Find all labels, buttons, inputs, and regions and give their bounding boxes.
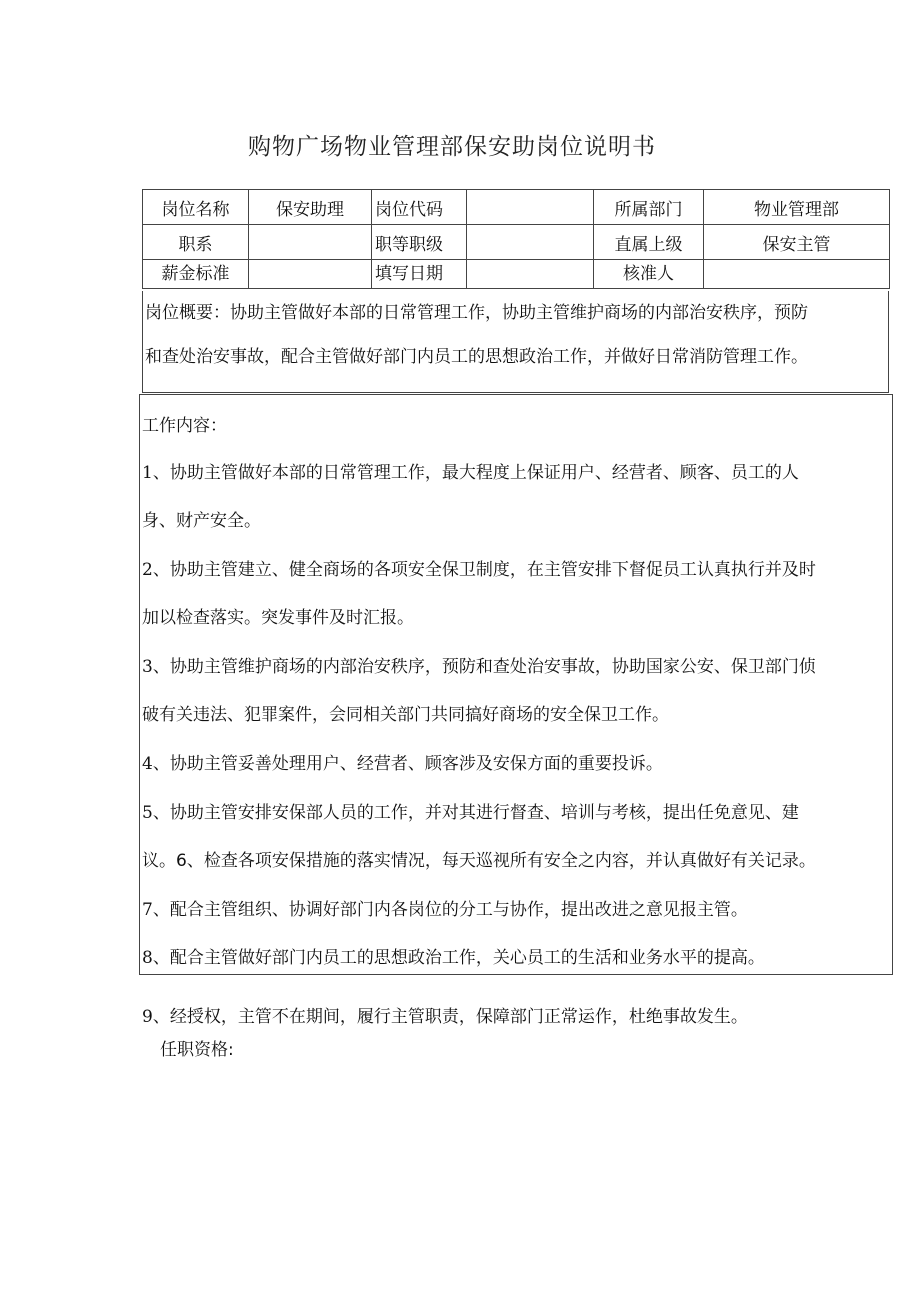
direct-supervisor-value: 保安主管 (704, 225, 890, 260)
list-item (142, 1006, 748, 1028)
item-number: 8 (142, 948, 153, 968)
item-number: 9 (142, 1007, 153, 1027)
list-item (142, 802, 799, 824)
position-name-value: 保安助理 (249, 190, 372, 225)
item-text: 、配合主管组织、协调好部门内各岗位的分工与协作，提出改进之意见报主管。 (152, 900, 748, 920)
position-code-value (467, 190, 594, 225)
item-text: 、协助主管安排安保部人员的工作，并对其进行督查、培训与考核，提出任免意见、建 (152, 803, 799, 823)
fill-date-value (467, 260, 594, 289)
item-number: 7 (142, 900, 153, 920)
item-continuation: 议。6、检查各项安保措施的落实情况，每天巡视所有安全之内容，并认真做好有关记录。 (142, 851, 816, 871)
work-content-box (139, 394, 893, 975)
item-text: 、经授权，主管不在期间，履行主管职责，保障部门正常运作，杜绝事故发生。 (152, 1007, 748, 1027)
approver-label: 核准人 (594, 260, 704, 289)
item-text: 、协助主管做好本部的日常管理工作，最大程度上保证用户、经营者、顾客、员工的人 (152, 463, 799, 483)
position-code-label: 岗位代码 (372, 190, 467, 225)
list-item (142, 656, 816, 678)
summary-line: 岗位概要：协助主管做好本部的日常管理工作，协助主管维护商场的内部治安秩序，预防 (145, 303, 808, 323)
item-number: 3 (142, 657, 153, 677)
job-family-value (249, 225, 372, 260)
work-heading: 工作内容： (142, 416, 227, 436)
approver-value (704, 260, 890, 289)
position-name-label: 岗位名称 (143, 190, 249, 225)
salary-label: 薪金标准 (143, 260, 249, 289)
item-number: 4 (142, 754, 153, 774)
summary-line: 和查处治安事故，配合主管做好部门内员工的思想政治工作，并做好日常消防管理工作。 (145, 347, 808, 367)
table-row (143, 260, 890, 289)
job-family-label: 职系 (143, 225, 249, 260)
position-summary (142, 291, 889, 393)
table-row (143, 225, 890, 260)
item-number: 1 (142, 463, 153, 483)
list-item (142, 462, 799, 484)
direct-supervisor-label: 直属上级 (594, 225, 704, 260)
document-title: 购物广场物业管理部保安助岗位说明书 (248, 134, 656, 160)
item-text: 、配合主管做好部门内员工的思想政治工作，关心员工的生活和业务水平的提高。 (152, 948, 765, 968)
item-text: 、协助主管建立、健全商场的各项安全保卫制度，在主管安排下督促员工认真执行并及时 (152, 560, 816, 580)
list-item (142, 559, 816, 581)
job-grade-value (467, 225, 594, 260)
item-continuation: 身、财产安全。 (142, 511, 261, 531)
department-label: 所属部门 (594, 190, 704, 225)
item-text: 、协助主管妥善处理用户、经营者、顾客涉及安保方面的重要投诉。 (152, 754, 663, 774)
item-number: 5 (142, 803, 153, 823)
salary-value (249, 260, 372, 289)
list-item (142, 947, 765, 969)
item-continuation: 加以检查落实。突发事件及时汇报。 (142, 608, 414, 628)
department-value: 物业管理部 (704, 190, 890, 225)
item-number: 2 (142, 560, 153, 580)
item-text: 、协助主管维护商场的内部治安秩序，预防和查处治安事故，协助国家公安、保卫部门侦 (152, 657, 816, 677)
list-item (142, 753, 663, 775)
fill-date-label: 填写日期 (372, 260, 467, 289)
table-row (143, 190, 890, 225)
list-item (142, 899, 748, 921)
item-continuation: 破有关违法、犯罪案件，会同相关部门共同搞好商场的安全保卫工作。 (142, 705, 669, 725)
job-grade-label: 职等职级 (372, 225, 467, 260)
qualification-label: 任职资格: (160, 1040, 234, 1060)
position-info-table (142, 189, 890, 289)
